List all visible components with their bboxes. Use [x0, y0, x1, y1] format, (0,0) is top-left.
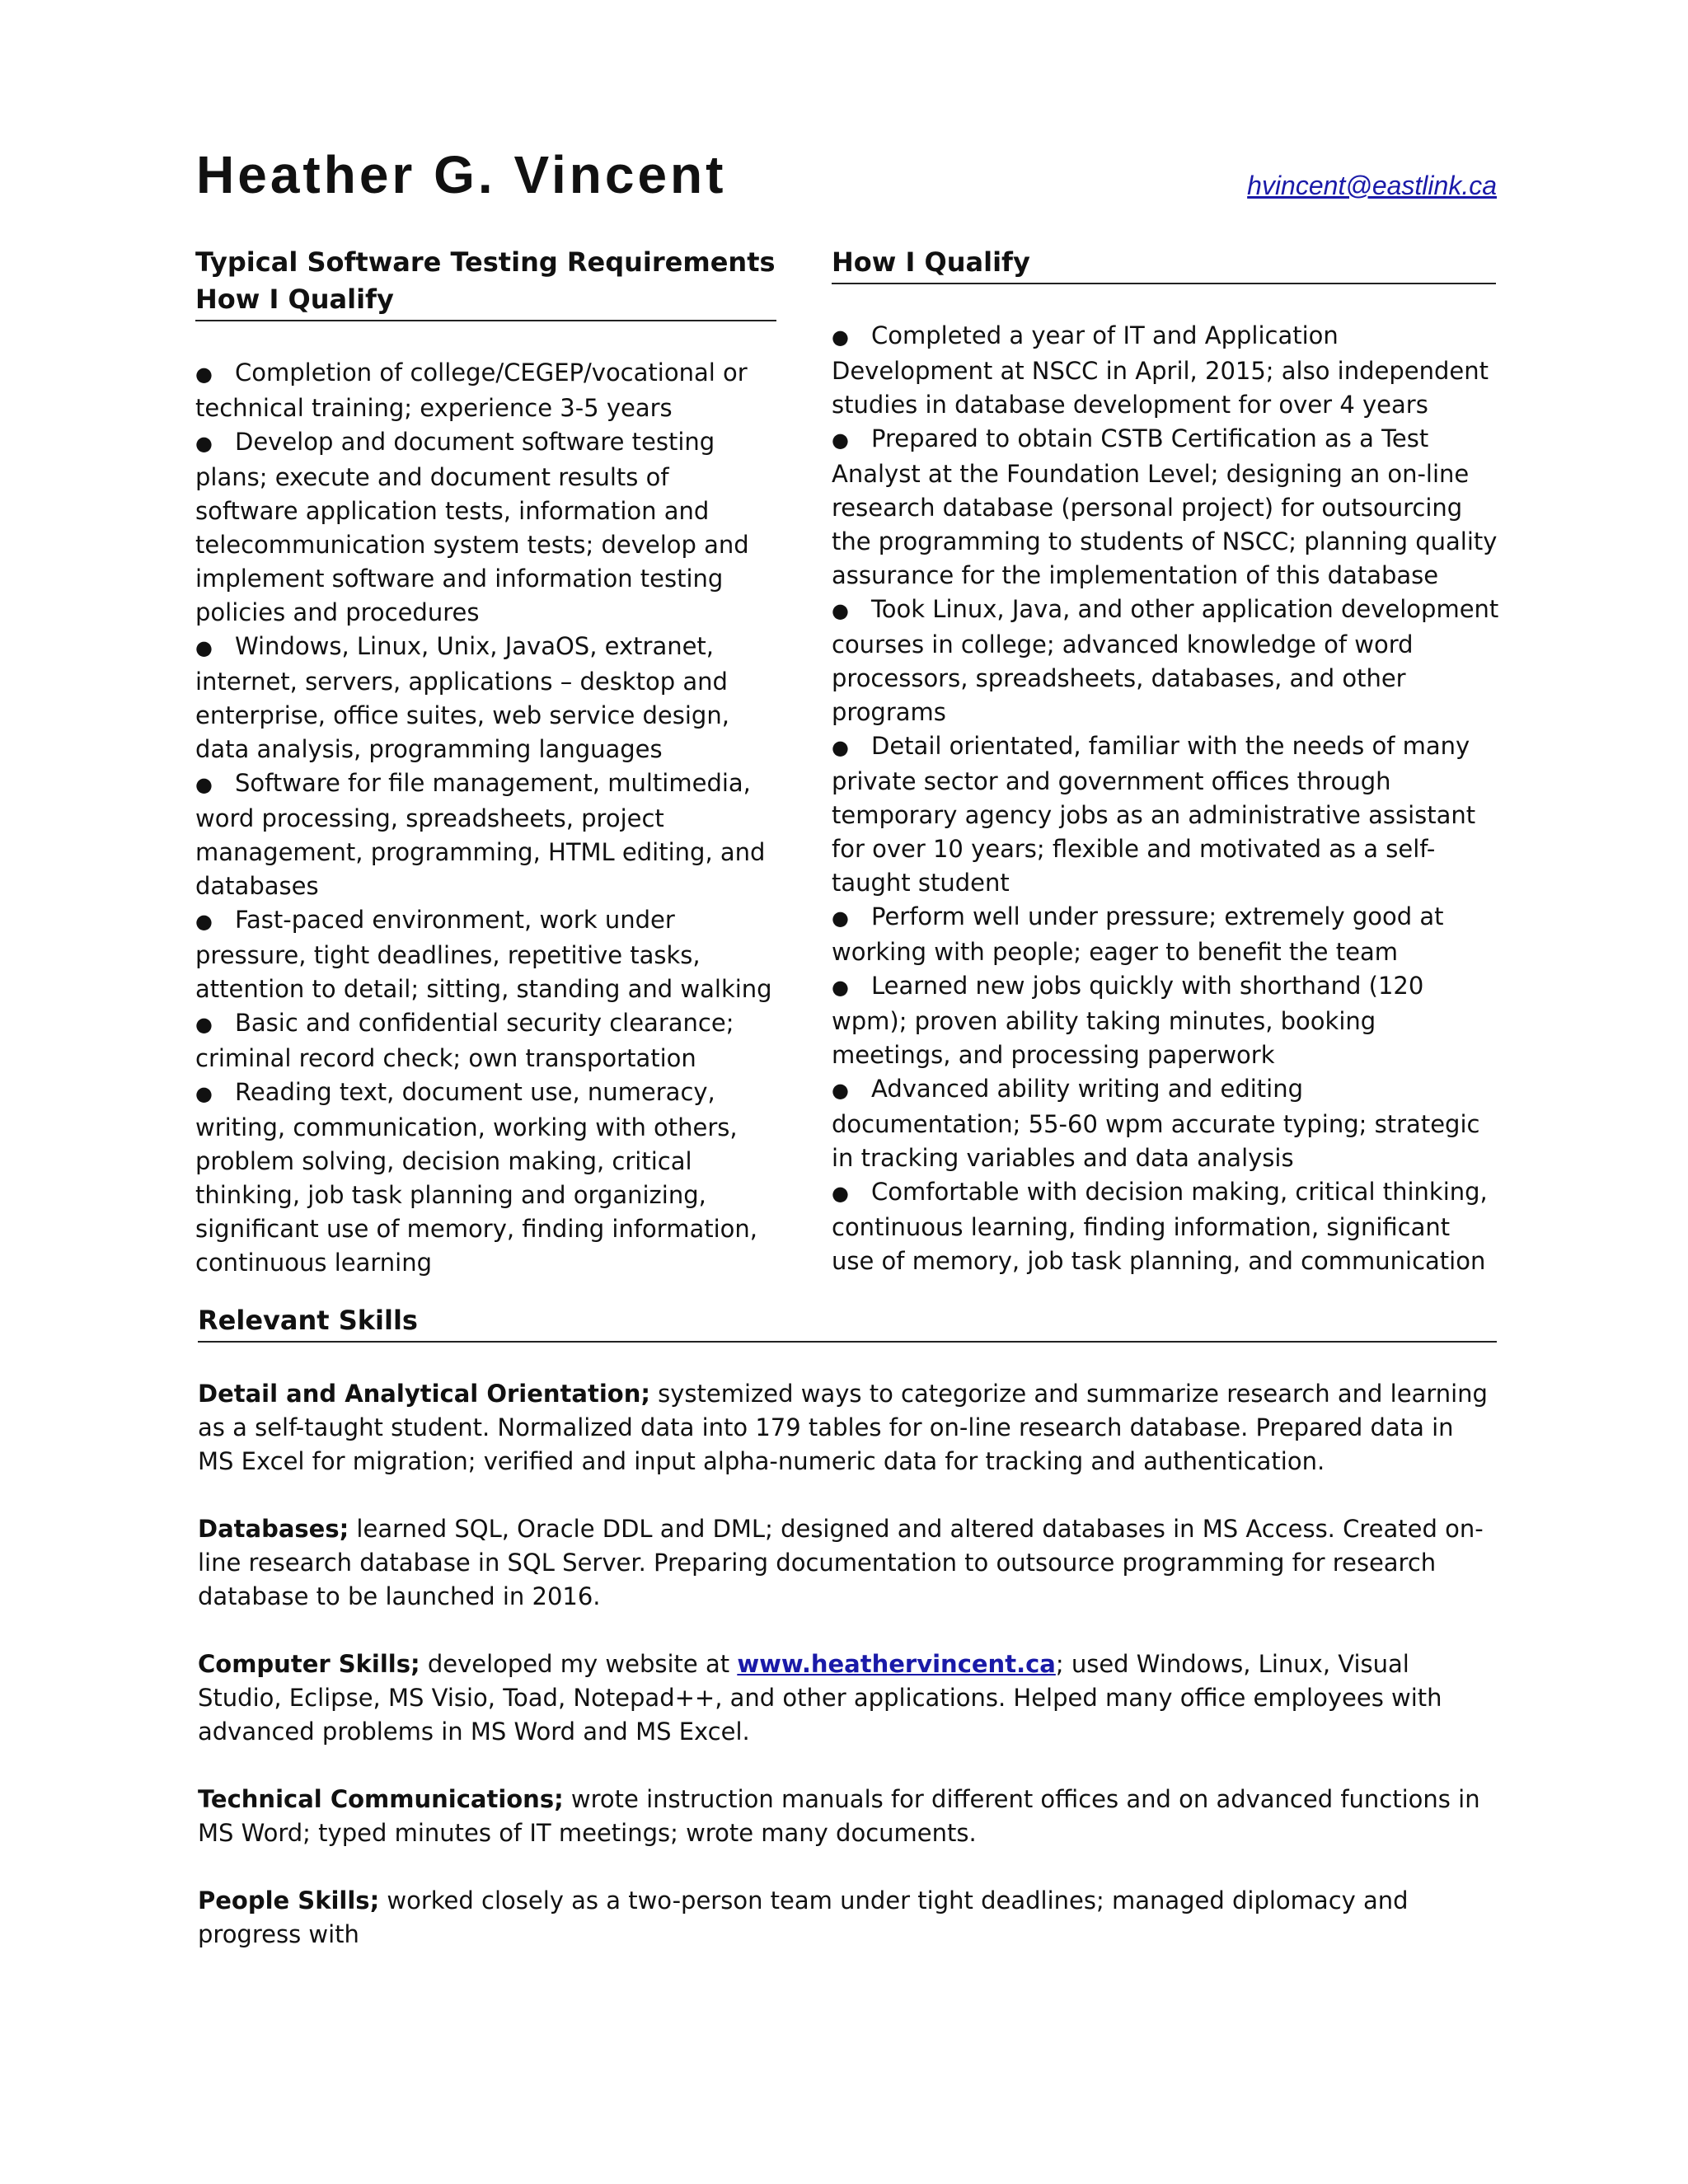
requirements-heading-title: Typical Software Testing Requirements: [195, 246, 776, 278]
list-item: ● Prepared to obtain CSTB Certification as a Test Analyst at the Foundation Level; designing an on-line research database (personal project) for outsourcing the programming to students of NSCC; planning quality assurance for the implementation of this database: [832, 424, 1498, 589]
skill-people: [198, 1884, 1497, 1952]
bullet-icon: ●: [195, 363, 213, 386]
website-link[interactable]: www.heathervincent.ca: [737, 1650, 1056, 1678]
relevant-skills-section: [198, 1302, 1497, 1985]
list-item: ● Took Linux, Java, and other application development courses in college; advanced knowledge of word processors, spreadsheets, databases, and other programs: [832, 595, 1499, 726]
bullet-icon: ●: [832, 1182, 849, 1205]
list-item: ● Detail orientated, familiar with the needs of many private sector and government offices through temporary agency jobs as an administrative assistant for over 10 years; flexible and motivated as a self-taught student: [832, 732, 1476, 897]
bullet-icon: ●: [832, 1079, 849, 1102]
requirements-list: [195, 356, 777, 1280]
qualifications-heading: How I Qualify: [832, 244, 1496, 284]
qualifications-list: [832, 319, 1499, 1278]
bullet-icon: ●: [832, 326, 849, 349]
list-item: ● Reading text, document use, numeracy, writing, communication, working with others, problem solving, decision making, critical thinking, job task planning and organizing, significant use of memory, finding information, continuous learning: [195, 1078, 757, 1277]
list-item: ● Software for file management, multimedia, word processing, spreadsheets, project management, programming, HTML editing, and databases: [195, 769, 766, 900]
skill-text: systemized ways to categorize and summarize research and learning as a self-taught student. Normalized data into 179 tables for on-line research database. Prepared data in MS Excel for migration; verified and input alpha-numeric data for tracking and authentication.: [198, 1380, 1488, 1475]
bullet-icon: ●: [195, 636, 213, 659]
list-item: ● Develop and document software testing plans; execute and document results of software application tests, information and telecommunication system tests; develop and implement software and information testing policies and procedures: [195, 428, 749, 626]
email-link[interactable]: hvincent@eastlink.ca: [1247, 171, 1497, 200]
bullet-icon: ●: [195, 1013, 213, 1036]
skill-label: People Skills;: [198, 1886, 380, 1915]
bullet-icon: ●: [195, 1082, 213, 1105]
skill-computer: [198, 1647, 1497, 1749]
list-item: ● Windows, Linux, Unix, JavaOS, extranet, internet, servers, applications – desktop and enterprise, office suites, web service design, data analysis, programming languages: [195, 632, 729, 763]
bullet-icon: ●: [832, 736, 849, 759]
bullet-icon: ●: [832, 429, 849, 452]
list-item: ● Advanced ability writing and editing documentation; 55-60 wpm accurate typing; strategic in tracking variables and data analysis: [832, 1075, 1480, 1172]
skill-label: Databases;: [198, 1515, 349, 1543]
skill-detail-orientation: [198, 1377, 1497, 1479]
list-item: ● Basic and confidential security clearance; criminal record check; own transportation: [195, 1009, 734, 1072]
skill-text: developed my website at: [420, 1650, 738, 1678]
qualifications-column: [832, 244, 1499, 1278]
bullet-icon: ●: [832, 907, 849, 930]
requirements-column: [195, 244, 777, 1280]
skill-text: worked closely as a two-person team under tight deadlines; managed diplomacy and progress with: [198, 1886, 1409, 1948]
relevant-skills-heading: Relevant Skills: [198, 1302, 1497, 1343]
list-item: ● Perform well under pressure; extremely good at working with people; eager to benefit the team: [832, 902, 1444, 966]
candidate-name: Heather G. Vincent: [196, 145, 727, 204]
skill-label: Technical Communications;: [198, 1785, 564, 1813]
bullet-icon: ●: [832, 599, 849, 622]
bullet-icon: ●: [195, 910, 213, 933]
skill-label: Computer Skills;: [198, 1650, 420, 1678]
list-item: ● Fast-paced environment, work under pressure, tight deadlines, repetitive tasks, attention to detail; sitting, standing and walking: [195, 906, 772, 1003]
list-item: ● Learned new jobs quickly with shorthand (120 wpm); proven ability taking minutes, booking meetings, and processing paperwork: [832, 972, 1424, 1069]
skill-label: Detail and Analytical Orientation;: [198, 1380, 650, 1408]
skill-text: ; used Windows, Linux, Visual Studio, Eclipse, MS Visio, Toad, Notepad++, and other applications. Helped many office employees with advanced problems in MS Word and MS Excel.: [198, 1650, 1442, 1746]
list-item: ● Completed a year of IT and Application Development at NSCC in April, 2015; also independent studies in database development for over 4 years: [832, 321, 1489, 419]
list-item: ● Comfortable with decision making, critical thinking, continuous learning, finding information, significant use of memory, job task planning, and communication: [832, 1178, 1488, 1275]
bullet-icon: ●: [195, 432, 213, 455]
requirements-heading-subtitle: How I Qualify: [195, 284, 394, 315]
list-item: ● Completion of college/CEGEP/vocational or technical training; experience 3-5 years: [195, 359, 748, 422]
bullet-icon: ●: [195, 773, 213, 796]
skill-technical-communications: [198, 1783, 1497, 1850]
bullet-icon: ●: [832, 976, 849, 999]
requirements-heading: [195, 244, 776, 321]
skill-databases: [198, 1512, 1497, 1614]
skill-text: learned SQL, Oracle DDL and DML; designed and altered databases in MS Access. Created on-line research database in SQL Server. Preparing documentation to outsource programming for research database to be launched in 2016.: [198, 1515, 1484, 1610]
skill-text: wrote instruction manuals for different offices and on advanced functions in MS Word; typed minutes of IT meetings; wrote many documents.: [198, 1785, 1480, 1847]
